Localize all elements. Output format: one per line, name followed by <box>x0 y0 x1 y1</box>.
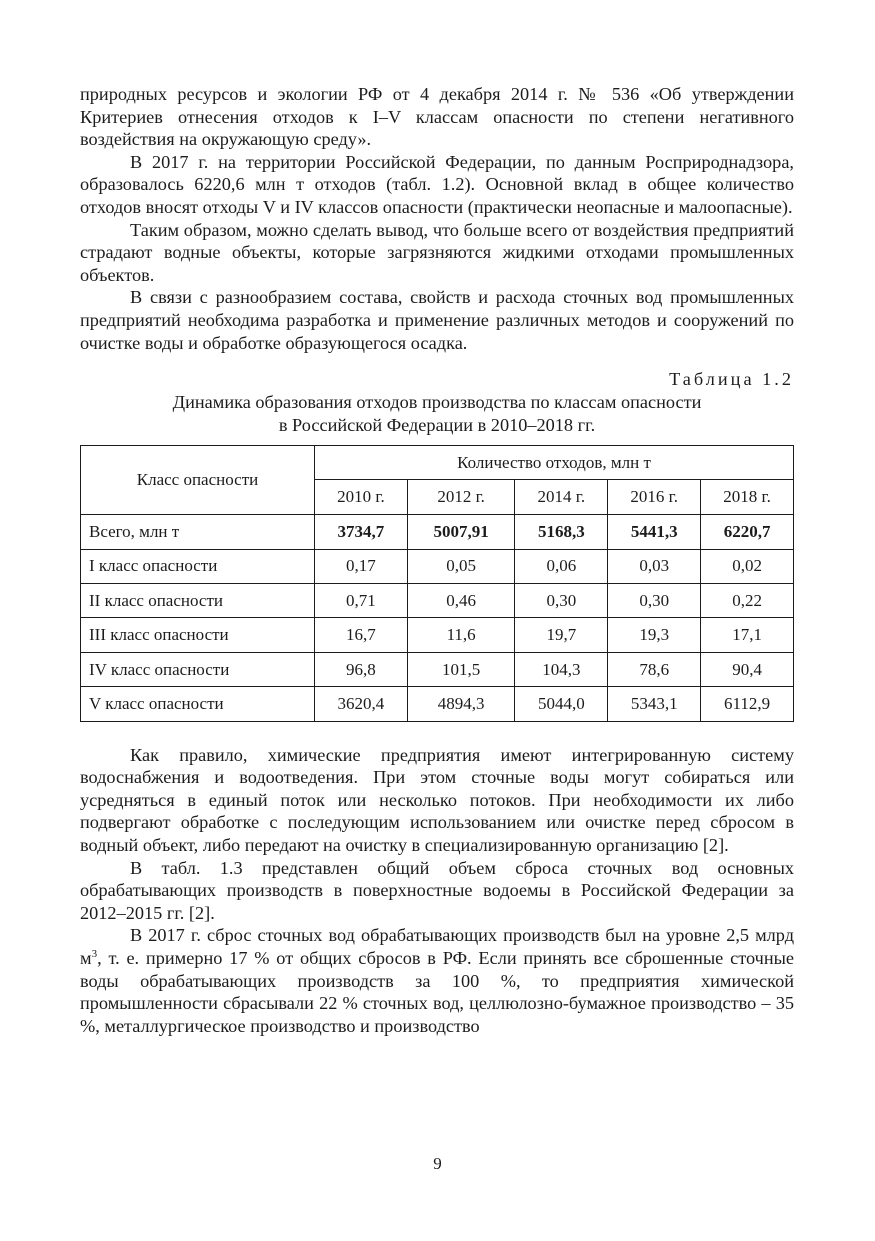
table-row-total <box>81 515 794 549</box>
cell-value: 96,8 <box>315 652 408 686</box>
paragraph-2: В 2017 г. на территории Российской Федерации, по данным Росприроднадзора, образовалось 6220,6 млн т отходов (табл. 1.2). Основной вклад в общее количество отходов вносят отходы V и IV классов опасности (практически неопасные и малоопасные). <box>80 151 794 217</box>
cell-value: 19,7 <box>515 618 608 652</box>
cell-value: 0,30 <box>515 584 608 618</box>
cell-value: 19,3 <box>608 618 701 652</box>
table-row <box>81 687 794 721</box>
paragraph-6: В табл. 1.3 представлен общий объем сброса сточных вод основных обрабатывающих производств в поверхностные водоемы в Российской Федерации за 2012–2015 гг. [2]. <box>80 857 794 923</box>
row-name: V класс опасности <box>81 687 315 721</box>
cell-value: 101,5 <box>407 652 515 686</box>
page-number: 9 <box>433 1154 442 1173</box>
table-row <box>81 618 794 652</box>
quantity-header: Количество отходов, млн т <box>315 446 794 480</box>
cell-value: 3620,4 <box>315 687 408 721</box>
cell-value: 90,4 <box>701 652 794 686</box>
row-name: I класс опасности <box>81 549 315 583</box>
waste-table <box>80 445 794 721</box>
paragraph-5: Как правило, химические предприятия имеют интегрированную систему водоснабжения и водоотведения. При этом сточные воды могут собираться или усредняться в единый поток или несколько потоков. При необходимости их либо подвергают обработке с последующим использованием или очистке перед сбросом в водный объект, либо передают на очистку в специализированную организацию [2]. <box>80 744 794 856</box>
cell-value: 0,02 <box>701 549 794 583</box>
cell-value: 4894,3 <box>407 687 515 721</box>
year-header: 2018 г. <box>701 480 794 515</box>
row-name: II класс опасности <box>81 584 315 618</box>
cell-value: 0,06 <box>515 549 608 583</box>
cell-value: 17,1 <box>701 618 794 652</box>
cell-value: 0,46 <box>407 584 515 618</box>
cell-value: 0,71 <box>315 584 408 618</box>
row-name: Всего, млн т <box>81 515 315 549</box>
paragraph-4: В связи с разнообразием состава, свойств и расхода сточных вод промышленных предприятий необходима разработка и применение различных методов и сооружений по очистке воды и обработке образующегося осадка. <box>80 287 794 353</box>
cell-value: 0,30 <box>608 584 701 618</box>
paragraph-7-start: В 2017 г. сброс сточных вод обрабатывающих производств был на уровне 2,5 млрд м <box>80 925 794 968</box>
year-header: 2010 г. <box>315 480 408 515</box>
year-header: 2016 г. <box>608 480 701 515</box>
cell-value: 5441,3 <box>608 515 701 549</box>
cell-value: 0,03 <box>608 549 701 583</box>
cell-value: 0,17 <box>315 549 408 583</box>
paragraph-7-end: , т. е. примерно 17 % от общих сбросов в РФ. Если принять все сброшенные сточные воды обрабатывающих производств за 100 %, то предприятия химической промышленности сбрасывали 22 % сточных вод, целлюлозно-бумажное производство – 35 %, металлургическое производство и производство <box>80 948 794 1036</box>
table-row <box>81 584 794 618</box>
cell-value: 11,6 <box>407 618 515 652</box>
cell-value: 5343,1 <box>608 687 701 721</box>
class-header: Класс опасности <box>81 446 315 515</box>
year-header: 2014 г. <box>515 480 608 515</box>
cell-value: 78,6 <box>608 652 701 686</box>
table-caption-line1: Динамика образования отходов производства по классам опасности <box>172 392 702 413</box>
table-label: Таблица 1.2 <box>669 369 794 390</box>
table-row <box>81 549 794 583</box>
cell-value: 0,05 <box>407 549 515 583</box>
superscript: 3 <box>91 947 98 960</box>
table-row <box>81 652 794 686</box>
cell-value: 16,7 <box>315 618 408 652</box>
row-name: III класс опасности <box>81 618 315 652</box>
row-name: IV класс опасности <box>81 652 315 686</box>
paragraph-3: Таким образом, можно сделать вывод, что больше всего от воздействия предприятий страдают водные объекты, которые загрязняются жидкими отходами промышленных объектов. <box>80 219 794 285</box>
cell-value: 5007,91 <box>407 515 515 549</box>
table-caption-line2: в Российской Федерации в 2010–2018 гг. <box>278 414 596 435</box>
page-body <box>80 83 794 1037</box>
cell-value: 3734,7 <box>315 515 408 549</box>
paragraph-7 <box>80 924 794 1037</box>
cell-value: 6220,7 <box>701 515 794 549</box>
table-caption <box>80 391 794 436</box>
cell-value: 6112,9 <box>701 687 794 721</box>
paragraph-1: природных ресурсов и экологии РФ от 4 декабря 2014 г. № 536 «Об утверждении Критериев отнесения отходов к I–V классам опасности по степени негативного воздействия на окружающую среду». <box>80 84 794 150</box>
cell-value: 0,22 <box>701 584 794 618</box>
cell-value: 104,3 <box>515 652 608 686</box>
cell-value: 5044,0 <box>515 687 608 721</box>
cell-value: 5168,3 <box>515 515 608 549</box>
year-header: 2012 г. <box>407 480 515 515</box>
